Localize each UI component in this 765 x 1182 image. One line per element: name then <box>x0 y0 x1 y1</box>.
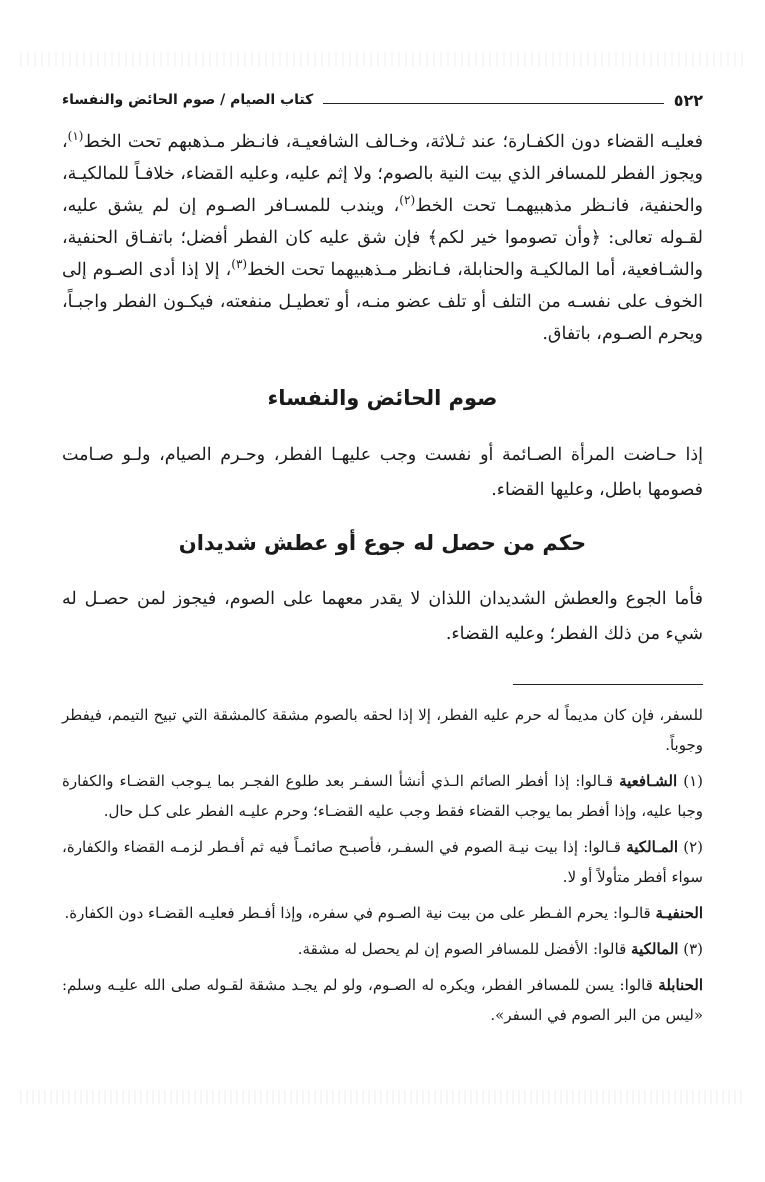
footnote-number: (٣) <box>683 940 703 958</box>
footnote-school: المالكية <box>631 940 679 958</box>
footnote-school: المـالكية <box>626 838 678 856</box>
footnote-continuation: للسفر، فإن كان مديماً له حرم عليه الفطر، إلا إذا لحقه بالصوم مشقة كالمشقة التي تبيح التيمم، فيفطر وجوباً. <box>62 706 703 754</box>
footnote-2-hanafi <box>62 898 703 928</box>
paragraph-text: فعليـه القضاء دون الكفـارة؛ عند ثـلاثة، وخـالف الشافعيـة، فانـظر مـذهبهم تحت الخط <box>83 132 703 152</box>
footnote-school: الحنابلة <box>658 976 703 994</box>
footnote-text: قـالوا: إذا بيت نيـة الصوم في السفـر، فأصبـح صائمـاً فيه ثم أفـطر لزمـه القضاء والكفارة، سواء أفطر متأولاً أو لا. <box>62 838 703 886</box>
page-number: ٥٢٢ <box>673 90 703 110</box>
header-rule <box>323 103 663 104</box>
footnote-text: قـالوا: إذا أفطر الصائم الـذي أنشأ السفـر بعد طلوع الفجـر بما يـوجب القضـاء والكفارة وجبا عليه، وإذا أفطر بما يوجب القضاء فقط وجب عليه القضـاء؛ وحرم عليـه الفطر على كـل حال. <box>62 772 703 820</box>
section-heading-hunger-thirst: حكم من حصل له جوع أو عطش شديدان <box>178 531 587 555</box>
footnote-text: قالـوا: يحرم الفـطر على من بيت نية الصـوم في سفره، وإذا أفـطر فعليـه القضـاء دون الكفارة. <box>64 904 651 922</box>
footnote-text: قالوا: الأفضل للمسافر الصوم إن لم يحصل له مشقة. <box>297 940 627 958</box>
footnote-3-hanbali <box>62 970 703 1030</box>
paragraph-hunger-thirst: فأما الجوع والعطش الشديدان اللذان لا يقدر معهما على الصوم، فيجوز لمن حصـل له شيء من ذلك الفطر؛ وعليه القضاء. <box>62 589 703 644</box>
footnote-text: قالوا: يسن للمسافر الفطر، ويكره له الصـوم، ولو لم يجـد مشقة لقـوله صلى الله عليـه وسلم: «ليس من البر الصوم في السفر». <box>62 976 703 1024</box>
paragraph-text: ، ويجوز الفطر للمسافر الذي بيت النية بالصوم؛ ولا إثم عليه، وعليه القضاء، خلافـاً للمالكيـة، والحنفية، فانـظر مذهبيهمـا تحت الخط <box>62 132 704 216</box>
paragraph-traveler-fasting <box>62 126 703 350</box>
running-title: كتاب الصيام / صوم الحائض والنفساء <box>62 92 314 108</box>
scan-noise-bottom <box>20 1090 745 1104</box>
scan-noise-top <box>20 52 745 66</box>
section-heading-menstruation: صوم الحائض والنفساء <box>267 386 498 410</box>
footnote-2-maliki <box>62 832 703 892</box>
footnote-ref-3: (٣) <box>231 257 248 272</box>
footnote-3-maliki <box>62 934 703 964</box>
paragraph-text: ، إلا إذا أدى الصـوم إلى الخوف على نفسـه من التلف أو تلف عضو منـه، أو تعطيـل منفعته، فيكـون الفطر واجبـاً، ويحرم الصـوم، باتفاق. <box>62 260 703 344</box>
paragraph-text: ، ويندب للمسـافر الصـوم إن لم يشق عليه، لقـوله تعالى: ﴿وأن تصوموا خير لكم﴾ فإن شق عليه كان الفطر أفضل؛ باتفـاق الحنفية، والشـافعية، أما المالكيـة والحنابلة، فـانظر مـذهبيهما تحت الخط <box>62 196 704 280</box>
paragraph-menstruation: إذا حـاضت المرأة الصـائمة أو نفست وجب عليهـا الفطر، وحـرم الصيام، ولـو صـامت فصومها باطل، وعليها القضاء. <box>62 445 703 500</box>
footnote-school: الحنفيـة <box>655 904 703 922</box>
footnote-school: الشـافعية <box>619 772 678 790</box>
footnote-ref-2: (٢) <box>399 193 416 208</box>
footnote-1 <box>62 766 703 826</box>
footnotes <box>62 700 703 1036</box>
footnote-ref-1: (١) <box>67 129 84 144</box>
footnote-separator <box>513 684 703 685</box>
footnote-number: (١) <box>683 772 703 790</box>
page-header <box>62 86 703 114</box>
footnote-number: (٢) <box>683 838 703 856</box>
